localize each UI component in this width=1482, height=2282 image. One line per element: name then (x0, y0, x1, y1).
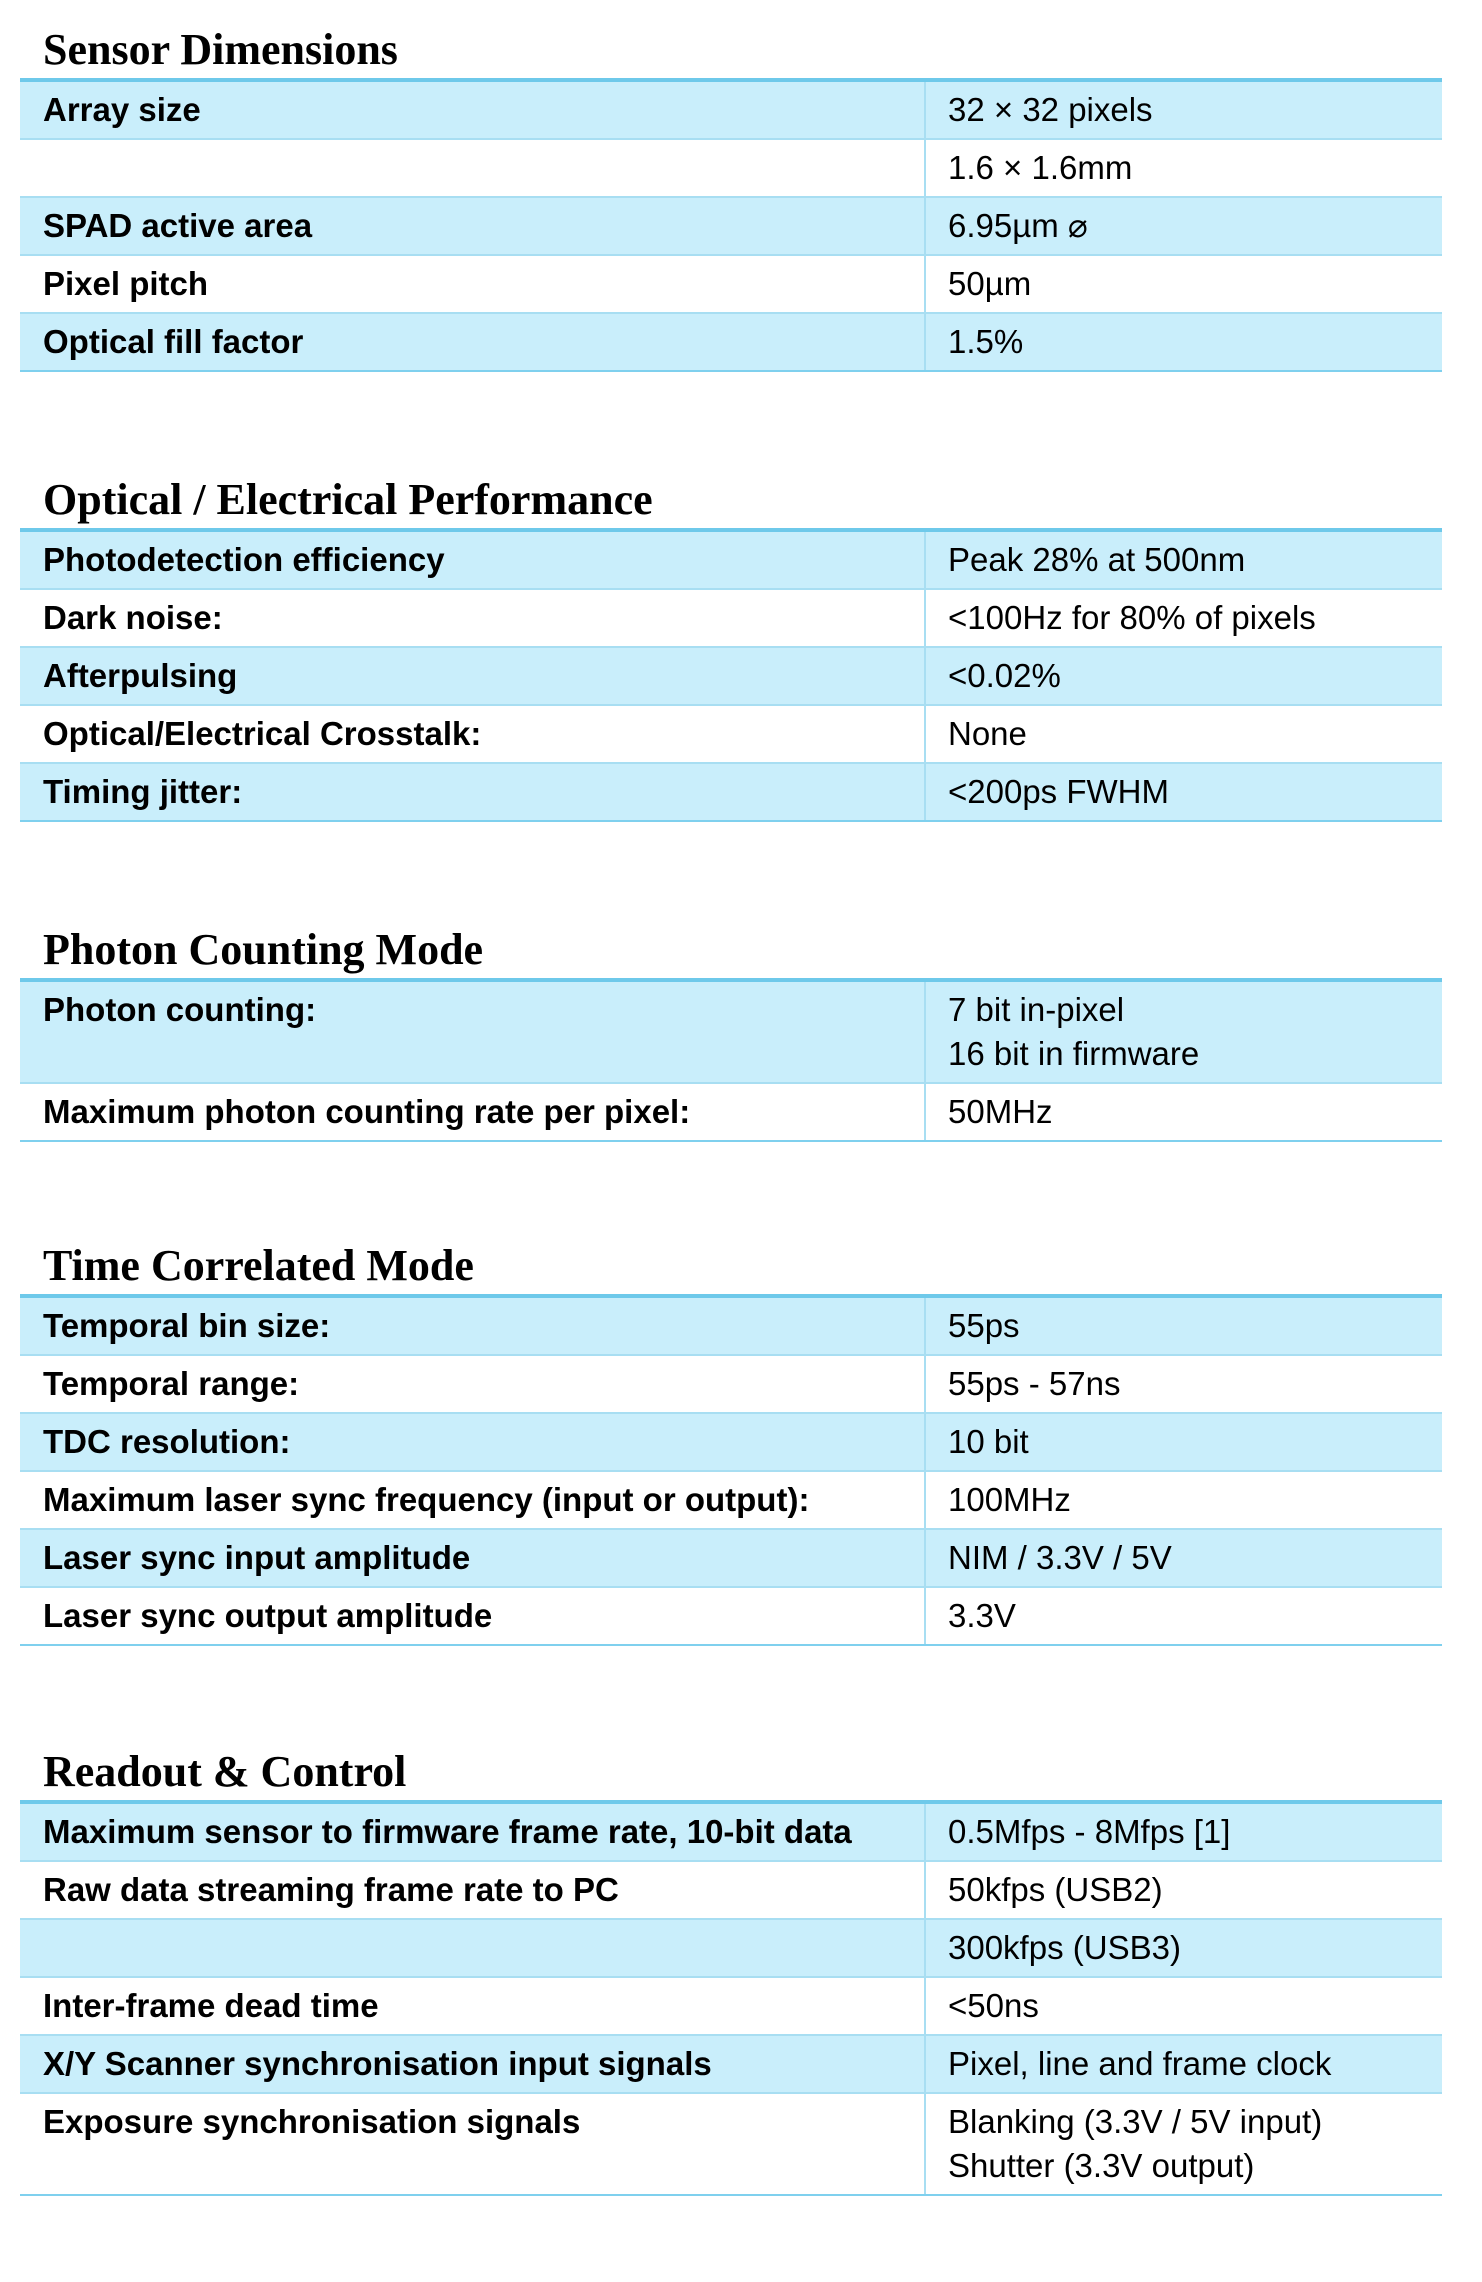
table-row (20, 1084, 1442, 1140)
table-row (20, 2094, 1442, 2194)
spec-value: None (948, 715, 1027, 752)
table-row (20, 706, 1442, 764)
spec-value: <50ns (948, 1987, 1039, 2024)
spec-label: Maximum laser sync frequency (input or output): (20, 1472, 926, 1528)
spec-label: Maximum sensor to firmware frame rate, 10-bit data (20, 1804, 926, 1860)
spec-value: 50µm (948, 265, 1032, 302)
spec-label: Laser sync input amplitude (20, 1530, 926, 1586)
section-readout-control (20, 1744, 1442, 2196)
spec-value: 50kfps (USB2) (948, 1871, 1163, 1908)
section-title: Photon Counting Mode (43, 925, 484, 974)
table-row (20, 590, 1442, 648)
spec-value: NIM / 3.3V / 5V (948, 1539, 1172, 1576)
spec-label: Array size (20, 82, 926, 138)
spec-table (20, 78, 1442, 372)
spec-label: TDC resolution: (20, 1414, 926, 1470)
spec-label: SPAD active area (20, 198, 926, 254)
section-sensor-dimensions (20, 22, 1442, 372)
spec-label: Dark noise: (20, 590, 926, 646)
spec-value: <200ps FWHM (948, 773, 1169, 810)
table-row (20, 1530, 1442, 1588)
spec-label: Laser sync output amplitude (20, 1588, 926, 1644)
spec-label: X/Y Scanner synchronisation input signals (20, 2036, 926, 2092)
spec-label: Pixel pitch (20, 256, 926, 312)
spec-value: 10 bit (948, 1423, 1029, 1460)
table-row (20, 1862, 1442, 1920)
spec-label: Maximum photon counting rate per pixel: (20, 1084, 926, 1140)
spec-label (20, 1920, 926, 1976)
spec-value: Blanking (3.3V / 5V input) Shutter (3.3V output) (948, 2103, 1323, 2184)
table-row (20, 532, 1442, 590)
spec-value: 1.6 × 1.6mm (948, 149, 1133, 186)
table-row (20, 1414, 1442, 1472)
spec-value: 0.5Mfps - 8Mfps [1] (948, 1813, 1231, 1850)
spec-label: Temporal bin size: (20, 1298, 926, 1354)
spec-label: Photon counting: (20, 982, 926, 1082)
table-row (20, 1588, 1442, 1644)
spec-label (20, 140, 926, 196)
table-row (20, 1804, 1442, 1862)
section-photon-counting-mode (20, 922, 1442, 1142)
spec-label: Photodetection efficiency (20, 532, 926, 588)
spec-value: Pixel, line and frame clock (948, 2045, 1332, 2082)
table-row (20, 140, 1442, 198)
table-row (20, 1298, 1442, 1356)
spec-value: 50MHz (948, 1093, 1053, 1130)
spec-value: 55ps (948, 1307, 1020, 1344)
spec-label: Exposure synchronisation signals (20, 2094, 926, 2194)
section-optical-electrical-performance (20, 472, 1442, 822)
spec-label: Afterpulsing (20, 648, 926, 704)
spec-table (20, 978, 1442, 1142)
table-row (20, 648, 1442, 706)
spec-label: Optical/Electrical Crosstalk: (20, 706, 926, 762)
table-row (20, 82, 1442, 140)
spec-value: 1.5% (948, 323, 1024, 360)
section-time-correlated-mode (20, 1238, 1442, 1646)
spec-value: <100Hz for 80% of pixels (948, 599, 1316, 636)
spec-value: 7 bit in-pixel 16 bit in firmware (948, 991, 1200, 1072)
section-title: Sensor Dimensions (43, 25, 398, 74)
spec-value: Peak 28% at 500nm (948, 541, 1246, 578)
spec-value: 100MHz (948, 1481, 1071, 1518)
spec-value: 6.95µm ⌀ (948, 207, 1088, 244)
table-row (20, 314, 1442, 370)
spec-label: Optical fill factor (20, 314, 926, 370)
spec-table (20, 1294, 1442, 1646)
spec-label: Timing jitter: (20, 764, 926, 820)
section-title: Time Correlated Mode (43, 1241, 474, 1290)
table-row (20, 2036, 1442, 2094)
spec-value: 300kfps (USB3) (948, 1929, 1181, 1966)
table-row (20, 1472, 1442, 1530)
section-title: Readout & Control (43, 1747, 407, 1796)
spec-table (20, 1800, 1442, 2196)
table-row (20, 256, 1442, 314)
table-row (20, 1356, 1442, 1414)
spec-table (20, 528, 1442, 822)
spec-label: Raw data streaming frame rate to PC (20, 1862, 926, 1918)
table-row (20, 1920, 1442, 1978)
spec-label: Temporal range: (20, 1356, 926, 1412)
table-row (20, 764, 1442, 820)
spec-label: Inter-frame dead time (20, 1978, 926, 2034)
spec-value: 3.3V (948, 1597, 1016, 1634)
table-row (20, 982, 1442, 1084)
spec-value: 32 × 32 pixels (948, 91, 1153, 128)
section-title: Optical / Electrical Performance (43, 475, 653, 524)
table-row (20, 198, 1442, 256)
spec-value: 55ps - 57ns (948, 1365, 1121, 1402)
table-row (20, 1978, 1442, 2036)
spec-value: <0.02% (948, 657, 1061, 694)
